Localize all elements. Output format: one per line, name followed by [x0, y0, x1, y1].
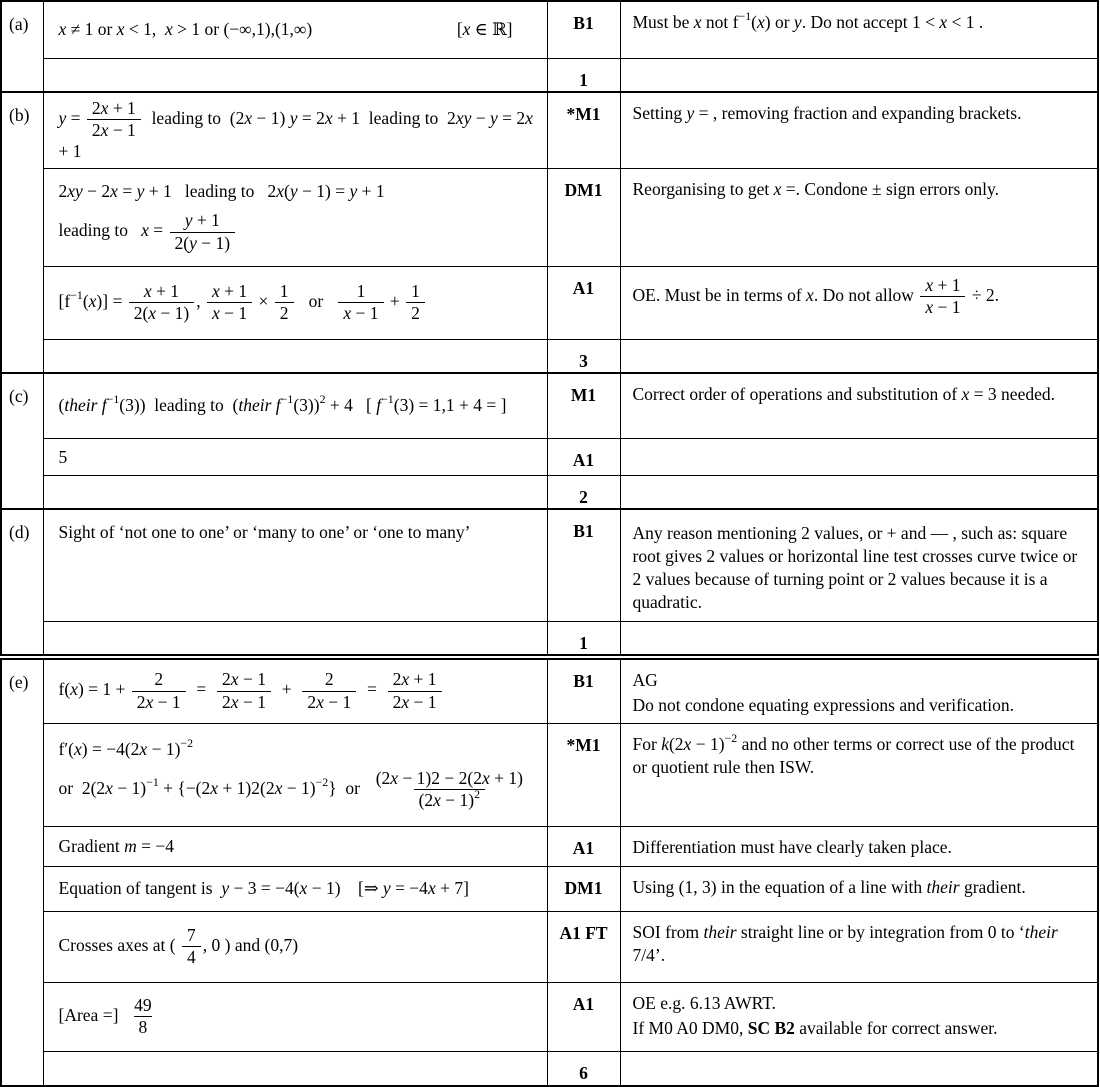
answer-line: Equation of tangent is y − 3 = −4(x − 1) [⇒ y = −4x + 7] — [58, 878, 469, 899]
answer-cell — [43, 866, 547, 911]
fraction: $\frac{x + 1}{x - 1}$ — [207, 282, 252, 324]
part-label: (e) — [1, 657, 43, 1087]
answer-cell — [43, 58, 547, 92]
mark-cell: A1 — [547, 982, 620, 1051]
guidance-line: Differentiation must have clearly taken place. — [632, 836, 952, 857]
fraction: $\frac{7}{4}$ — [182, 926, 201, 968]
guidance-cell — [620, 439, 1098, 476]
guidance-line: Setting y = , removing fraction and expanding brackets. — [632, 102, 1022, 123]
answer-line: [Area =] $\frac{49}{8}$ — [59, 996, 539, 1038]
mark-cell: A1 FT — [547, 911, 620, 982]
mark-cell: DM1 — [547, 168, 620, 266]
mark-scheme-row — [1, 1051, 1098, 1086]
fraction: $\frac{x + 1}{x - 1}$ — [920, 276, 965, 318]
guidance-line: Do not condone equating expressions and verification. — [632, 694, 1014, 715]
mark-scheme-row — [1, 723, 1098, 826]
guidance-cell — [620, 476, 1098, 510]
fraction: $\frac{49}{8}$ — [134, 994, 152, 1038]
part-label: (a) — [1, 1, 43, 92]
fraction: $\frac{1}{2}$ — [275, 282, 294, 324]
mark-scheme-row — [1, 339, 1098, 373]
part-label: (c) — [1, 373, 43, 510]
fraction: $\frac{2x + 1}{2x - 1}$ — [87, 99, 141, 141]
guidance-cell — [620, 621, 1098, 657]
guidance-cell — [620, 826, 1098, 866]
guidance-line: AG — [632, 669, 658, 690]
guidance-line: Must be x not $f^{-1}(x)$ or y. Do not accept 1 < x < 1 . — [632, 8, 984, 32]
answer-line: $[f^{-1}(x)]$ = $\frac{x + 1}{2(x - 1)}$ , $\frac{x + 1}{x - 1}$ × $\frac{1}{2}$ or $\frac{1}{x - 1}$ + $\frac{1}{2}$ — [59, 282, 539, 324]
answer-note: [x ∈ ℝ] — [456, 19, 513, 40]
answer-cell — [43, 826, 547, 866]
total-marks-cell: 6 — [547, 1051, 620, 1086]
mark-scheme-row — [1, 58, 1098, 92]
answer-cell — [43, 723, 547, 826]
mark-scheme-row — [1, 373, 1098, 439]
fraction: $\frac{x + 1}{2(x - 1)}$ — [129, 282, 195, 324]
guidance-line: Any reason mentioning 2 values, or + and — , such as: square root gives 2 values or horizontal line test crosses curve twice or 2 values because of turning point or 2 values because it is a quadratic. — [632, 523, 1078, 613]
guidance-line: SOI from their straight line or by integration from 0 to ‘their 7/4’. — [632, 921, 1058, 965]
answer-cell — [43, 168, 547, 266]
answer-line: 2xy − 2x = y + 1 leading to 2x(y − 1) = y + 1 — [58, 181, 385, 202]
part-label: (d) — [1, 509, 43, 657]
answer-cell — [43, 982, 547, 1051]
guidance-cell — [620, 92, 1098, 169]
answer-cell — [43, 439, 547, 476]
answer-cell — [43, 92, 547, 169]
mark-cell: *M1 — [547, 92, 620, 169]
answer-line: 5 — [58, 446, 68, 467]
guidance-line: Using (1, 3) in the equation of a line with their gradient. — [632, 876, 1026, 897]
fraction: $\frac{1}{x - 1}$ — [338, 282, 383, 324]
guidance-cell — [620, 373, 1098, 439]
answer-line: leading to x = $\frac{y + 1}{2(y - 1)}$ — [59, 211, 539, 253]
mark-scheme-row — [1, 1, 1098, 58]
mark-scheme-row — [1, 982, 1098, 1051]
answer-cell — [43, 1, 547, 58]
guidance-cell — [620, 339, 1098, 373]
answer-line: Sight of ‘not one to one’ or ‘many to one’ or ‘one to many’ — [58, 522, 471, 543]
mark-cell: B1 — [547, 657, 620, 724]
answer-line: Gradient m = −4 — [58, 835, 174, 856]
part-label: (b) — [1, 92, 43, 373]
mark-cell: A1 — [547, 826, 620, 866]
guidance-cell — [620, 58, 1098, 92]
answer-line: x ≠ 1 or x < 1, x > 1 or (−∞,1),(1,∞) [x ∈ ℝ] — [59, 19, 539, 40]
mark-scheme-row — [1, 866, 1098, 911]
mark-scheme-row — [1, 476, 1098, 510]
answer-line: y = $\frac{2x + 1}{2x - 1}$ leading to (2x − 1) y = 2x + 1 leading to 2xy − y = 2x + 1 — [58, 97, 538, 161]
mark-scheme-row — [1, 911, 1098, 982]
mark-scheme-row — [1, 826, 1098, 866]
mark-cell: B1 — [547, 1, 620, 58]
total-marks-cell: 1 — [547, 58, 620, 92]
fraction: $\frac{2x + 1}{2x - 1}$ — [388, 670, 442, 712]
answer-line: or $2(2x - 1)^{-1} + \{-(2x + 1)2(2x - 1)^{-2}\}$ or $\frac{(2x - 1)2 - 2(2x + 1)}{(2x - 1)^2}$ — [59, 769, 539, 811]
mark-scheme-row — [1, 439, 1098, 476]
guidance-line: Correct order of operations and substitution of x = 3 needed. — [632, 383, 1055, 404]
guidance-cell — [620, 657, 1098, 724]
guidance-cell — [620, 168, 1098, 266]
guidance-cell — [620, 1, 1098, 58]
guidance-cell — [620, 982, 1098, 1051]
answer-cell — [43, 339, 547, 373]
answer-line: $f'(x) = -4(2x - 1)^{-2}$ — [58, 735, 194, 759]
answer-cell — [43, 373, 547, 439]
mark-scheme-row — [1, 621, 1098, 657]
guidance-line: For $k(2x - 1)^{-2}$ and no other terms or correct use of the product or quotient rule then ISW. — [632, 730, 1075, 777]
answer-line: Crosses axes at ( $\frac{7}{4}$ , 0 ) and (0,7) — [58, 924, 299, 968]
guidance-cell — [620, 866, 1098, 911]
answer-cell — [43, 266, 547, 339]
guidance-cell — [620, 911, 1098, 982]
guidance-line: OE e.g. 6.13 AWRT. — [632, 992, 777, 1013]
fraction: $\frac{1}{2}$ — [406, 282, 425, 324]
guidance-cell — [620, 509, 1098, 621]
mark-cell: A1 — [547, 266, 620, 339]
guidance-line: If M0 A0 DM0, SC B2 available for correct answer. — [632, 1017, 998, 1038]
total-marks-cell: 3 — [547, 339, 620, 373]
answer-cell — [43, 509, 547, 621]
mark-cell: B1 — [547, 509, 620, 621]
guidance-line: OE. Must be in terms of x. Do not allow $\frac{x + 1}{x - 1}$ ÷ 2. — [632, 274, 999, 318]
mark-cell: *M1 — [547, 723, 620, 826]
mark-scheme-row — [1, 509, 1098, 621]
answer-line: (their $f^{-1}(3)$) leading to (their $f^{-1}(3))^2 + 4$ [ $f^{-1}(3) = 1,1 + 4$ = ] — [58, 392, 507, 416]
answer-line: f(x) = 1 + $\frac{2}{2x - 1}$ = $\frac{2x - 1}{2x - 1}$ + $\frac{2}{2x - 1}$ = $\frac{2x + 1}{2x - 1}$ — [59, 670, 539, 712]
answer-cell — [43, 476, 547, 510]
mark-scheme-row — [1, 266, 1098, 339]
total-marks-cell: 1 — [547, 621, 620, 657]
mark-cell: M1 — [547, 373, 620, 439]
guidance-cell — [620, 723, 1098, 826]
guidance-cell — [620, 1051, 1098, 1086]
answer-cell — [43, 621, 547, 657]
mark-scheme-body — [1, 1, 1098, 1086]
fraction: $\frac{y + 1}{2(y - 1)}$ — [170, 211, 236, 253]
answer-cell — [43, 657, 547, 724]
fraction: $\frac{2}{2x - 1}$ — [132, 670, 186, 712]
answer-cell — [43, 911, 547, 982]
mark-scheme-row — [1, 92, 1098, 169]
guidance-cell — [620, 266, 1098, 339]
mark-scheme-row — [1, 168, 1098, 266]
fraction: $\frac{2}{2x - 1}$ — [302, 670, 356, 712]
mark-cell: A1 — [547, 439, 620, 476]
fraction: $\frac{(2x - 1)2 - 2(2x + 1)}{(2x - 1)^2}$ — [375, 767, 523, 811]
mark-scheme-row — [1, 657, 1098, 724]
mark-cell: DM1 — [547, 866, 620, 911]
fraction: $\frac{2x - 1}{2x - 1}$ — [217, 670, 271, 712]
answer-cell — [43, 1051, 547, 1086]
total-marks-cell: 2 — [547, 476, 620, 510]
guidance-line: Reorganising to get x =. Condone ± sign errors only. — [632, 178, 1000, 199]
